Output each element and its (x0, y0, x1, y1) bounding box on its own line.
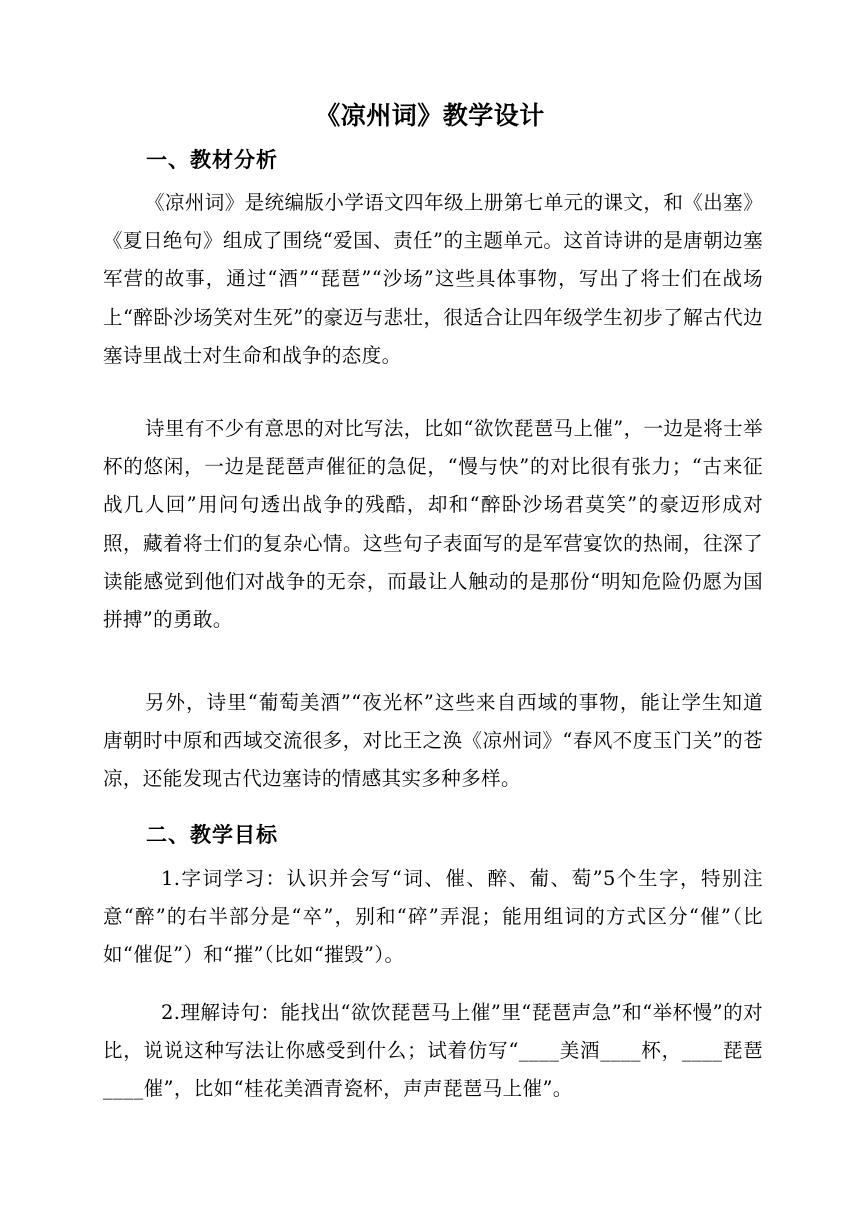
section-heading-teaching-objectives: 二、教学目标 (146, 822, 278, 847)
section-heading-textbook-analysis: 一、教材分析 (146, 147, 278, 172)
paragraph-analysis-1: 《凉州词》是统编版小学语文四年级上册第七单元的课文，和《出塞》《夏日绝句》组成了围绕“爱国、责任”的主题单元。这首诗讲的是唐朝边塞军营的故事，通过“酒”“琵琶”“沙场”这些具体事物，写出了将士们在战场上“醉卧沙场笑对生死”的豪迈与悲壮，很适合让四年级学生初步了解古代边塞诗里战士对生命和战争的态度。 (103, 191, 763, 367)
paragraph-analysis-2: 诗里有不少有意思的对比写法，比如“欲饮琵琶马上催”，一边是将士举杯的悠闲，一边是琵琶声催征的急促，“慢与快”的对比很有张力；“古来征战几人回”用问句透出战争的残酷，却和“醉卧沙场君莫笑”的豪迈形成对照，藏着将士们的复杂心情。这些句子表面写的是军营宴饮的热闹，往深了读能感觉到他们对战争的无奈，而最让人触动的是那份“明知危险仍愿为国拼搏”的勇敢。 (103, 417, 763, 632)
paragraph-analysis-3: 另外，诗里“葡萄美酒”“夜光杯”这些来自西域的事物，能让学生知道唐朝时中原和西域交流很多，对比王之涣《凉州词》“春风不度玉门关”的苍凉，还能发现古代边塞诗的情感其实多种多样。 (103, 691, 763, 791)
paragraph-objective-2: 2.理解诗句：能找出“欲饮琵琶马上催”里“琵琶声急”和“举杯慢”的对比，说说这种写法让你感受到什么；试着仿写“____美酒____杯，____琵琶____催”，比如“桂花美酒青瓷杯，声声琵琶马上催”。 (103, 1001, 763, 1101)
document-title: 《凉州词》教学设计 (315, 101, 545, 130)
paragraph-objective-1: 1.字词学习：认识并会写“词、催、醉、葡、萄”5个生字，特别注意“醉”的右半部分是“卒”，别和“碎”弄混；能用组词的方式区分“催”（比如“催促”）和“摧”（比如“摧毁”）。 (103, 867, 763, 967)
